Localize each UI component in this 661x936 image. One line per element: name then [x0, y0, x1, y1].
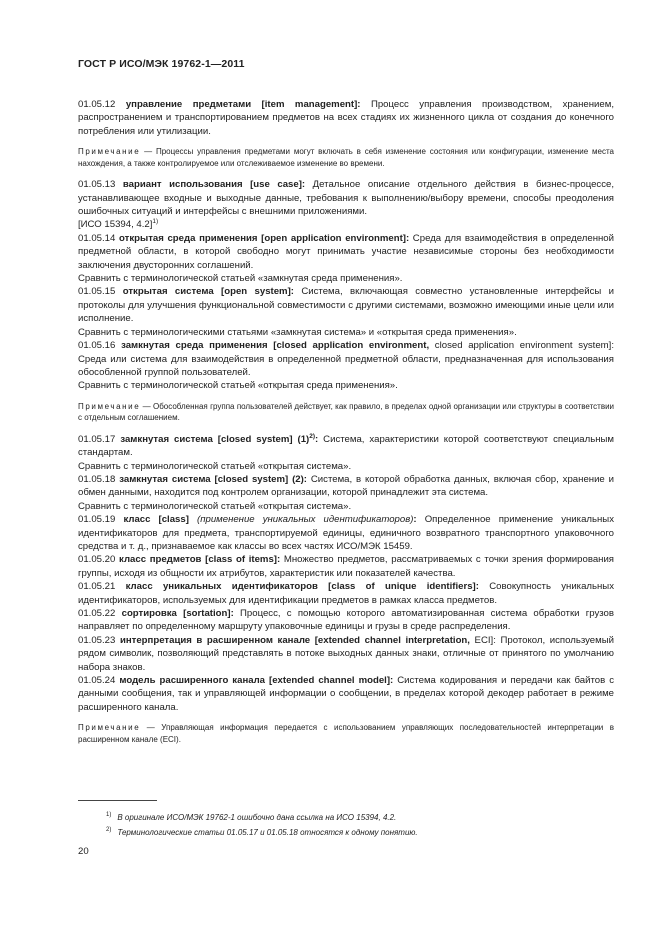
entry-term-continued: closed application environment system]:: [429, 340, 614, 352]
entry-01-05-15: [78, 285, 614, 325]
reference-text: [ИСО 15394, 4.2]: [78, 219, 153, 231]
entry-context: (применение уникальных идентификаторов): [188, 514, 414, 526]
footnote-mark: 1): [152, 218, 159, 226]
footnote-text: Терминологические статьи 01.05.17 и 01.05.18 относятся к одному понятию.: [117, 828, 418, 837]
footnote-mark: 2): [106, 827, 112, 834]
entry-term: управление предметами [item management]:: [125, 99, 361, 110]
entry-01-05-14: [78, 232, 614, 272]
entry-01-05-20: [78, 553, 614, 580]
entry-number: 01.05.12: [78, 99, 116, 110]
footnote-mark: 2): [309, 432, 316, 440]
entry-term: класс уникальных идентификаторов [class of unique identifiers]:: [125, 581, 479, 593]
entry-01-05-21: [78, 580, 614, 607]
entry-term: сортировка [sortation]:: [121, 608, 234, 619]
footnote-text: В оригинале ИСО/МЭК 19762-1 ошибочно дана ссылка на ИСО 15394, 4.2.: [117, 813, 397, 822]
note-3: [78, 722, 614, 745]
entry-definition: Система кодирования и передачи как байтов с данными сообщения, так и управляющей информации о сообщении, в пределах которой декодер работает в режиме расширенного канала.: [78, 675, 615, 713]
entry-definition: Процесс, с помощью которого автоматизированная система обработки грузов направляет по определенному маршруту упаковочные единицы и грузы в среде распределения.: [78, 608, 614, 633]
see-also: Сравнить с терминологической статьей «открытая система».: [78, 500, 352, 512]
entry-term: открытая система [open system]:: [122, 286, 294, 298]
entry-term: вариант использования [use case]:: [122, 179, 306, 191]
entry-number: 01.05.14: [78, 232, 116, 244]
entry-term: открытая среда применения [open application environment]:: [119, 232, 410, 244]
entry-number: 01.05.13: [78, 179, 116, 191]
entry-number: 01.05.24: [78, 675, 116, 687]
entry-01-05-12: [78, 98, 614, 138]
footnote-divider: [78, 800, 157, 801]
entry-number: 01.05.16: [78, 340, 116, 352]
entry-01-05-16: [78, 339, 614, 379]
entry-01-05-19: [78, 513, 614, 553]
entry-reference: [78, 218, 614, 231]
entry-term: класс предметов [class of items]:: [119, 554, 281, 566]
footnote-1: [106, 810, 616, 825]
document-header: ГОСТ Р ИСО/МЭК 19762-1—2011: [78, 58, 245, 70]
entry-definition: Детальное описание отдельного действия в бизнес-процессе, устанавливающее входные и выходные данные, требования к выполнению/выбору времени, способы преодоления ошибочных ситуаций и интерфейсы с внешними приложениями.: [78, 179, 615, 218]
entry-definition: Система, в которой обработка данных, включая сбор, хранение и обмен данными, находится под контролем организации, которой принадлежит эта система.: [78, 473, 614, 499]
note-text: — Обособленная группа пользователей действует, как правило, в пределах одной организации или структуры в соответствии с отдельным соглашением.: [78, 401, 614, 423]
entry-definition: Множество предметов, рассматриваемых с точки зрения формирования группы, исходя из общности их атрибутов, характеристик или показателей качества.: [78, 554, 615, 579]
page-body: [78, 58, 614, 754]
entry-number: 01.05.23: [78, 634, 116, 646]
entry-01-05-24: [78, 674, 614, 714]
term-colon: :: [315, 433, 319, 445]
entry-definition: Система, характеристики которой соответствуют специальным стандартам.: [78, 433, 614, 459]
footnotes: [106, 810, 616, 840]
see-also: Сравнить с терминологической статьей «замкнутая среда применения».: [78, 273, 403, 285]
entry-definition: Система, включающая совместно установленные интерфейсы и протоколы для улучшения функциональной совместимости с другими системами, возможно имеющими иные цели или исполнение.: [78, 286, 615, 325]
entry-definition: Протокол, используемый рядом символик, позволяющий представлять в потоке выходных данных знаки, отличные от принятого по умолчанию набора знаков.: [78, 634, 614, 673]
note-text: — Управляющая информация передается с использованием управляющих последовательностей интерпретации в расширенном канале (ECI).: [78, 723, 614, 744]
entry-term: замкнутая система [closed system] (2):: [119, 473, 307, 485]
note-label: Примечание: [78, 147, 141, 157]
term-colon: :: [413, 514, 417, 526]
entry-01-05-22: [78, 607, 614, 634]
entry-term: модель расширенного канала [extended channel model]:: [119, 675, 394, 687]
entry-number: 01.05.22: [78, 608, 116, 619]
entry-number: 01.05.19: [78, 514, 116, 526]
entry-term: замкнутая система [closed system] (1): [120, 433, 310, 445]
entry-01-05-13: [78, 178, 614, 218]
entry-term: класс [class]: [123, 514, 189, 526]
entry-term: замкнутая среда применения [closed application environment,: [121, 340, 430, 352]
entry-definition: Среда для взаимодействия в определенной предметной области, в которой свободно могут принимать участие независимые стороны без необходимости заключения двусторонних соглашений.: [78, 232, 614, 271]
note-text: — Процессы управления предметами могут включать в себя изменение состояния или конфигурации, изменение места нахождения, а также контролируемое или отслеживаемое изменение во времени.: [78, 147, 614, 168]
entry-term: интерпретация в расширенном канале [extended channel interpretation,: [119, 634, 470, 646]
entry-definition: Среда или система для взаимодействия в определенной предметной области, предназначенная для использования обособленной группой пользователей.: [78, 353, 614, 378]
footnote-2: [106, 825, 616, 840]
entry-number: 01.05.20: [78, 554, 116, 566]
note-label: Примечание: [78, 723, 141, 733]
footnote-mark: 1): [106, 812, 112, 819]
see-also: Сравнить с терминологическими статьями «замкнутая система» и «открытая среда применения».: [78, 326, 517, 338]
entry-definition: Определенное применение уникальных идентификаторов для предмета, транспортируемой единицы, единичного возвратного транспортного упаковочного средства и т. д., признаваемое как классы во всех частях ИСО/МЭК 15459.: [78, 514, 614, 552]
entry-number: 01.05.17: [78, 433, 116, 445]
entry-term-continued: ECI]:: [469, 634, 496, 646]
entry-definition: Совокупность уникальных идентификаторов, используемых для идентификации предметов в рамках класса предметов.: [78, 581, 615, 606]
entry-01-05-17: [78, 433, 614, 460]
see-also: Сравнить с терминологической статьей «открытая среда применения».: [78, 380, 398, 392]
entry-number: 01.05.21: [78, 581, 116, 593]
entry-number: 01.05.18: [78, 473, 116, 485]
note-label: Примечание: [78, 401, 141, 411]
page-number: 20: [78, 846, 89, 857]
note-2: [78, 401, 614, 424]
note-1: [78, 146, 614, 169]
entry-01-05-23: [78, 634, 614, 674]
see-also: Сравнить с терминологической статьей «открытая система».: [78, 460, 352, 472]
entry-definition: Процесс управления производством, хранением, распространением и транспортированием предметов на всех стадиях их жизненного цикла от создания до конечного потребления или утилизации.: [78, 99, 614, 137]
entry-number: 01.05.15: [78, 286, 116, 298]
entry-01-05-18: [78, 473, 614, 500]
